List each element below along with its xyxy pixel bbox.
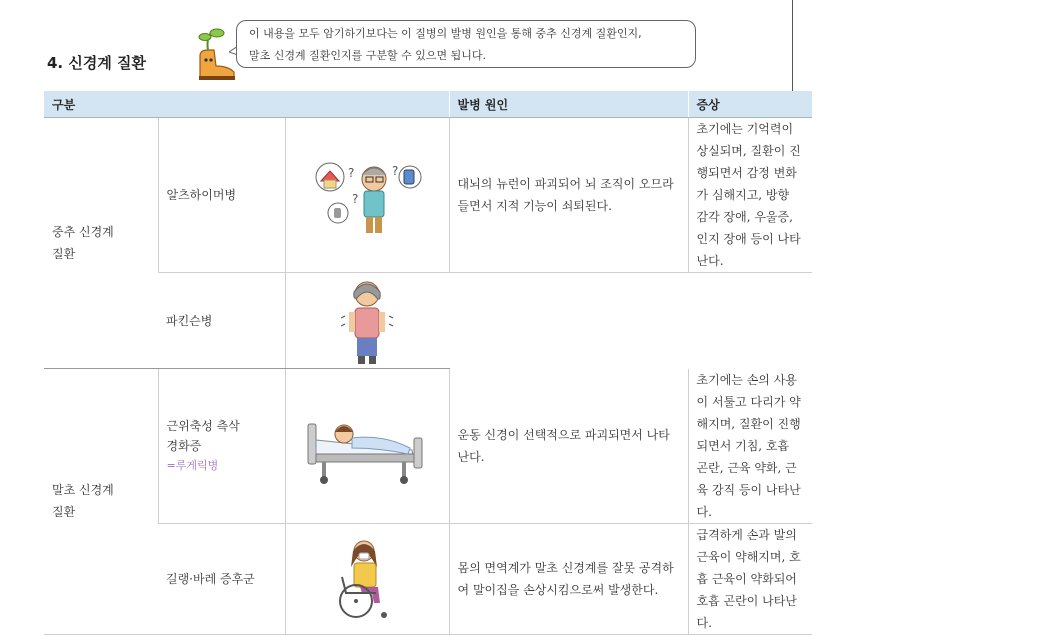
page-divider-line <box>792 0 793 92</box>
note-line-1: 이 내용을 모두 암기하기보다는 이 질병의 발병 원인을 통해 중추 신경계 질환인지, <box>249 27 642 40</box>
trembling-elderly-woman-icon <box>337 276 397 366</box>
note-speech-bubble <box>236 20 696 68</box>
group-label-line: 질환 <box>52 247 76 261</box>
table-row <box>44 369 812 524</box>
disease-name-line: 경화증 <box>166 438 202 453</box>
group-label-peripheral <box>44 369 158 635</box>
section-heading: 4. 신경계 질환 <box>47 54 147 72</box>
header-category: 구분 <box>44 91 449 118</box>
disease-name: 파킨슨병 <box>158 273 285 369</box>
group-label-central <box>44 118 158 369</box>
table-row <box>44 118 812 273</box>
svg-text:?: ? <box>348 166 355 180</box>
confused-elderly-man-icon <box>302 155 432 235</box>
als-illustration <box>285 369 449 524</box>
guillain-barre-illustration <box>285 523 449 634</box>
cause-cell: 운동 신경이 선택적으로 파괴되면서 나타난다. <box>449 369 688 524</box>
group-label-line: 질환 <box>52 505 76 520</box>
parkinson-illustration <box>285 273 449 369</box>
note-line-2: 말초 신경계 질환인지를 구분할 수 있으면 됩니다. <box>249 49 486 62</box>
table-header-row <box>44 91 812 118</box>
header-cause: 발병 원인 <box>449 91 688 118</box>
symptom-cell: 초기에는 기억력이 상실되며, 질환이 진행되면서 감정 변화가 심해지고, 방향 감각 장애, 우울증, 인지 장애 등이 나타난다. <box>688 118 812 273</box>
svg-text:?: ? <box>352 192 359 206</box>
disease-name-als <box>158 369 285 524</box>
disease-name-line: 근위축성 측삭 <box>166 418 240 433</box>
cause-cell: 대뇌의 뉴런이 파괴되어 뇌 조직이 오므라들면서 지적 기능이 쇠퇴된다. <box>449 118 688 273</box>
patient-in-hospital-bed-icon <box>302 404 432 488</box>
symptom-cell: 초기에는 손의 사용이 서툴고 다리가 약해지며, 질환이 진행되면서 기침, 호흡 곤란, 근육 약화, 근육 강직 등이 나타난다. <box>688 369 812 524</box>
neural-disease-table <box>44 91 812 635</box>
group-label-line: 중추 신경계 <box>52 225 114 239</box>
person-in-wheelchair-icon <box>332 537 402 621</box>
group-label-line: 말초 신경계 <box>52 483 114 498</box>
table-row <box>44 523 812 634</box>
symptom-cell: 급격하게 손과 발의 근육이 약해지며, 호흡 근육이 약화되어 호흡 곤란이 나타난다. <box>688 523 812 634</box>
table-row <box>44 273 812 369</box>
disease-name: 길랭·바레 증후군 <box>158 523 285 634</box>
svg-text:?: ? <box>392 164 399 178</box>
header-symptom: 증상 <box>688 91 812 118</box>
cause-cell: 몸의 면역계가 말초 신경계를 잘못 공격하여 말이집을 손상시킴으로써 발생한다. <box>449 523 688 634</box>
disease-name: 알츠하이머병 <box>158 118 285 273</box>
alzheimer-illustration <box>285 118 449 273</box>
disease-alias: =루게릭병 <box>166 458 219 472</box>
